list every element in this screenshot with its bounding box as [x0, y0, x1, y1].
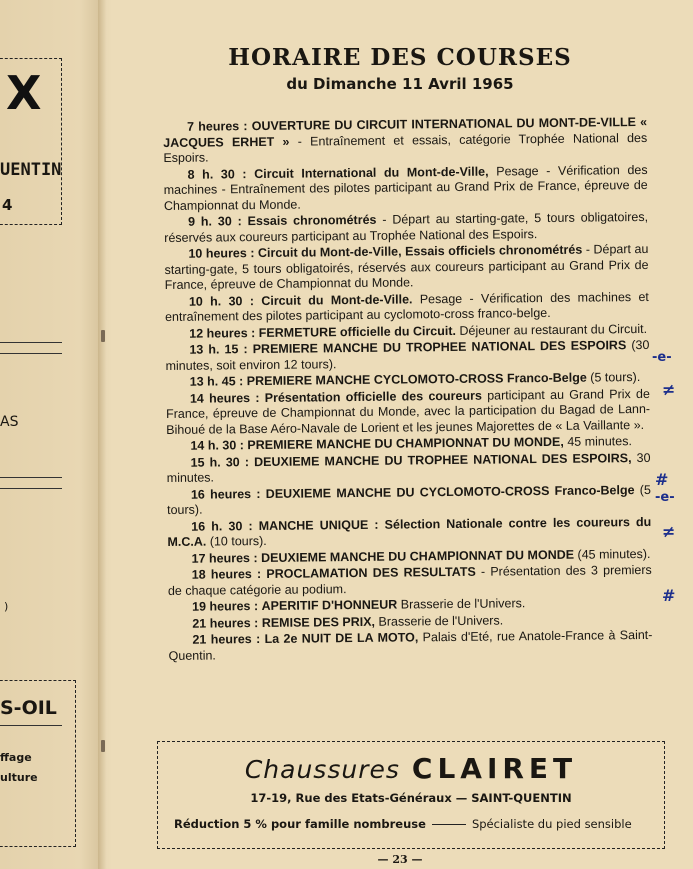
entry-time: 21 heures :	[192, 632, 261, 647]
entry-details: Brasserie de l'Univers.	[374, 612, 504, 629]
left-rule	[0, 488, 62, 489]
staple	[101, 330, 105, 342]
left-line-2: ulture	[0, 771, 38, 784]
left-parenthesis: )	[4, 600, 9, 613]
entry-time: 16 heures :	[190, 486, 261, 502]
entry-details: (30 minutes, soit environ 12 tours).	[165, 337, 650, 373]
schedule-entry	[167, 482, 651, 518]
entry-time: 21 heures :	[192, 615, 259, 631]
entry-time: 17 heures :	[191, 550, 258, 566]
pen-mark-cross: ≠	[662, 380, 676, 399]
page-title: HORAIRE DES COURSES	[228, 44, 572, 71]
entry-heading: DEUXIEME MANCHE DU CYCLOMOTO-CROSS Franco-Belge	[265, 482, 635, 501]
schedule-list	[163, 115, 653, 665]
schedule-entry	[168, 563, 652, 599]
left-line-1: ffage	[0, 751, 32, 764]
entry-heading: PREMIERE MANCHE DU TROPHEE NATIONAL DES ESPOIRS	[252, 338, 627, 357]
entry-time: 10 h. 30 :	[188, 293, 255, 309]
entry-heading: Circuit du Mont-de-Ville.	[261, 291, 413, 308]
entry-details: - Départ au starting-gate, 5 tours obligatoirés, réservés aux coureurs participant au Grand Prix de France, épreuve de Championnat du Monde.	[164, 241, 649, 292]
entry-details: 30 minutes.	[166, 450, 651, 485]
pen-mark-espoirs-2: -e-	[655, 490, 675, 505]
entry-details: - Départ au starting-gate, 5 tours obligatoires, réservés aux coureurs participant au Trophée National des Espoirs.	[164, 209, 649, 245]
entry-details: participant au Grand Prix de France, épreuve de Championnat du Monde, avec la participation du Bagad de Lann-Bihoué de la Base Aéro-Navale de Lorient et les jeunes Majorettes de « La Vaillante ».	[166, 386, 651, 437]
entry-time: 13 h. 45 :	[189, 374, 244, 389]
entry-heading: REMISE DES PRIX,	[261, 614, 376, 630]
ad-footer	[174, 817, 652, 831]
page-subtitle: du Dimanche 11 Avril 1965	[286, 75, 514, 93]
schedule-entry	[164, 242, 648, 294]
entry-time: 15 h. 30 :	[190, 454, 250, 470]
entry-time: 19 heures :	[192, 599, 259, 614]
schedule-entry	[167, 514, 651, 550]
left-as-fragment: AS	[0, 414, 19, 430]
entry-heading: DEUXIEME MANCHE DU CHAMPIONNAT DU MONDE	[261, 547, 575, 565]
entry-heading: La 2e NUIT DE LA MOTO,	[264, 630, 419, 646]
entry-time: 18 heures :	[191, 566, 262, 582]
entry-time: 7 heures :	[186, 119, 248, 134]
entry-details: (5 tours).	[586, 370, 641, 385]
entry-time: 13 h. 15 :	[189, 342, 248, 357]
entry-details: - Entraînement et essais, catégorie Trophée National des Espoirs.	[163, 130, 648, 165]
left-rule	[0, 353, 62, 354]
entry-heading: FERMETURE officielle du Circuit.	[258, 323, 457, 340]
entry-heading: DEUXIEME MANCHE DU TROPHEE NATIONAL DES ESPOIRS,	[254, 450, 632, 469]
pen-mark-espoirs: -e-	[652, 350, 672, 365]
left-big-letter: X	[6, 66, 42, 120]
entry-time: 8 h. 30 :	[187, 166, 247, 182]
staple	[101, 740, 105, 752]
ad-separator	[432, 824, 466, 825]
ad-discount: Réduction 5 % pour famille nombreuse	[174, 817, 426, 831]
ad-script-text: Chaussures	[244, 755, 400, 784]
entry-heading: APERITIF D'HONNEUR	[261, 597, 398, 613]
entry-details: Déjeuner au restaurant du Circuit.	[455, 321, 648, 338]
schedule-entry	[163, 162, 647, 214]
schedule-entry	[166, 386, 650, 438]
entry-details: - Présentation des 3 premiers de chaque catégorie au podium.	[167, 562, 652, 598]
entry-details: (10 tours).	[206, 533, 267, 549]
entry-heading: OUVERTURE DU CIRCUIT INTERNATIONAL DU MONT-DE-VILLE « JACQUES ERHET »	[163, 114, 648, 150]
entry-details: Palais d'Eté, rue Anatole-France à Saint-Quentin.	[168, 627, 653, 663]
pen-mark-monde: #	[655, 470, 669, 489]
page-number: — 23 —	[377, 853, 423, 866]
entry-heading: Circuit du Mont-de-Ville, Essais officiels chronométrés	[257, 242, 583, 261]
entry-heading: Essais chronométrés	[247, 212, 377, 229]
entry-details: (45 minutes).	[573, 546, 651, 562]
left-rule	[0, 477, 62, 478]
entry-details: Brasserie de l'Univers.	[397, 596, 526, 612]
ad-address: 17-19, Rue des Etats-Généraux — SAINT-QUENTIN	[250, 791, 572, 805]
schedule-entry	[168, 628, 652, 664]
entry-time: 14 heures :	[189, 390, 260, 406]
pen-mark-cross-2: ≠	[662, 522, 676, 541]
entry-heading: PROCLAMATION DES RESULTATS	[266, 564, 476, 581]
entry-time: 9 h. 30 :	[187, 214, 242, 229]
pen-mark-monde-2: #	[662, 586, 676, 605]
entry-time: 12 heures :	[189, 325, 256, 341]
entry-details: 45 minutes.	[563, 434, 632, 449]
entry-details: Pesage - Vérification des machines et entraînement des pilotes participant au cyclomoto-cross franco-belge.	[164, 289, 649, 324]
schedule-entry	[165, 289, 649, 325]
page-fold	[98, 0, 112, 869]
left-brand-fragment: S-OIL	[0, 697, 57, 719]
entry-time: 10 heures :	[188, 246, 255, 261]
ad-brand-name: CLAIRET	[411, 752, 578, 785]
entry-heading: Présentation officielle des coureurs	[264, 388, 482, 405]
entry-details: Pesage - Vérification des machines - Entraînement des pilotes participant au Grand Prix de France, épreuve de Championnat du Monde.	[163, 162, 648, 213]
entry-time: 14 h. 30 :	[190, 438, 244, 453]
schedule-entry	[167, 450, 651, 486]
left-number-fragment: 4	[2, 196, 13, 214]
entry-details: (5 tours).	[167, 482, 651, 517]
advertisement-box	[157, 741, 665, 849]
left-rule	[0, 342, 62, 343]
ad-specialist: Spécialiste du pied sensible	[471, 817, 632, 831]
entry-heading: Circuit International du Mont-de-Ville,	[254, 164, 489, 181]
entry-heading: PREMIERE MANCHE DU CHAMPIONNAT DU MONDE,	[247, 434, 564, 453]
ad-brand-line	[158, 752, 664, 785]
left-rule	[0, 725, 62, 726]
schedule-entry	[165, 338, 649, 374]
schedule-entry	[163, 115, 647, 167]
entry-heading: MANCHE UNIQUE : Sélection Nationale contre les coureurs du M.C.A.	[167, 514, 652, 549]
entry-time: 16 h. 30 :	[191, 518, 253, 534]
entry-heading: PREMIERE MANCHE CYCLOMOTO-CROSS Franco-Belge	[246, 370, 587, 389]
schedule-entry	[164, 210, 648, 246]
left-name-fragment: UENTIN	[0, 160, 62, 180]
